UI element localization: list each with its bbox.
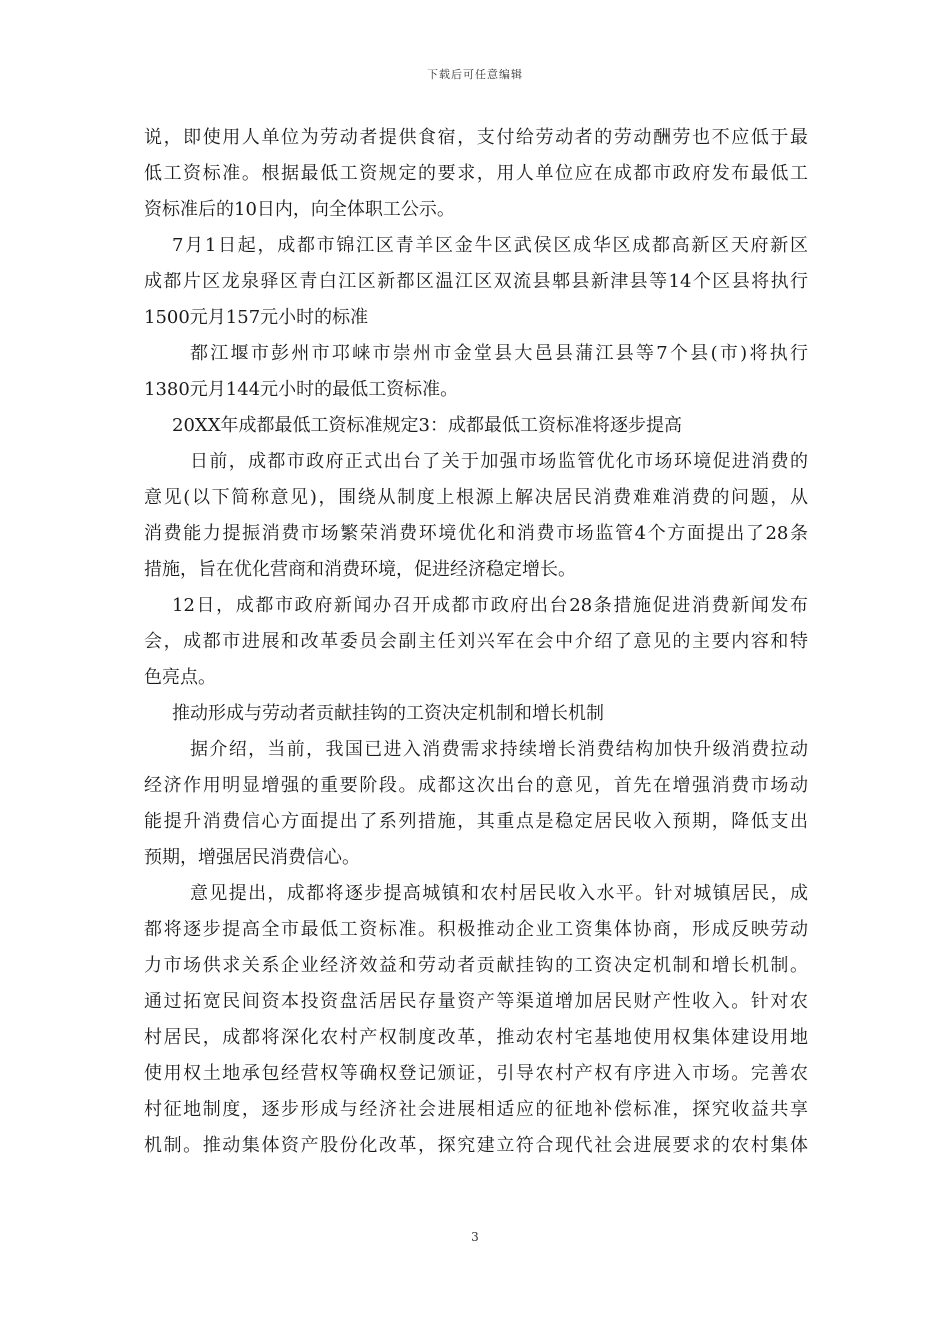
text-line: 力市场供求关系企业经济效益和劳动者贡献挂钩的工资决定机制和增长机制。 (144, 955, 808, 976)
page-header: 下载后可任意编辑 (427, 68, 523, 81)
text-line: 都将逐步提高全市最低工资标准。积极推动企业工资集体协商，形成反映劳动 (144, 919, 808, 940)
text-line: 村征地制度，逐步形成与经济社会进展相适应的征地补偿标准，探究收益共享 (144, 1099, 808, 1120)
page-number: 3 (471, 1230, 479, 1244)
text-line: 机制。推动集体资产股份化改革，探究建立符合现代社会进展要求的农村集体 (144, 1135, 808, 1156)
text-line: 措施，旨在优化营商和消费环境，促进经济稳定增长。 (144, 559, 576, 580)
section-heading: 推动形成与劳动者贡献挂钩的工资决定机制和增长机制 (172, 703, 604, 724)
text-line: 村居民，成都将深化农村产权制度改革，推动农村宅基地使用权集体建设用地 (144, 1027, 808, 1048)
text-line: 日前，成都市政府正式出台了关于加强市场监管优化市场环境促进消费的 (190, 451, 808, 472)
text-line: 7月1日起，成都市锦江区青羊区金牛区武侯区成华区成都高新区天府新区 (172, 235, 808, 256)
text-line: 意见(以下简称意见)，围绕从制度上根源上解决居民消费难难消费的问题，从 (144, 487, 808, 508)
text-line: 12日，成都市政府新闻办召开成都市政府出台28条措施促进消费新闻发布 (172, 595, 808, 616)
text-line: 1380元月144元小时的最低工资标准。 (144, 379, 459, 400)
text-line: 使用权土地承包经营权等确权登记颁证，引导农村产权有序进入市场。完善农 (144, 1063, 808, 1084)
text-line: 会，成都市进展和改革委员会副主任刘兴军在会中介绍了意见的主要内容和特 (144, 631, 808, 652)
text-line: 意见提出，成都将逐步提高城镇和农村居民收入水平。针对城镇居民，成 (190, 883, 808, 904)
text-line: 能提升消费信心方面提出了系列措施，其重点是稳定居民收入预期，降低支出 (144, 811, 808, 832)
text-line: 成都片区龙泉驿区青白江区新都区温江区双流县郫县新津县等14个区县将执行 (144, 271, 808, 292)
text-line: 说，即使用人单位为劳动者提供食宿，支付给劳动者的劳动酬劳也不应低于最 (144, 127, 808, 148)
document-body (144, 120, 808, 1164)
text-line: 都江堰市彭州市邛崃市崇州市金堂县大邑县蒲江县等7个县(市)将执行 (190, 343, 808, 364)
text-line: 资标准后的10日内，向全体职工公示。 (144, 199, 455, 220)
text-line: 低工资标准。根据最低工资规定的要求，用人单位应在成都市政府发布最低工 (144, 163, 808, 184)
text-line: 经济作用明显增强的重要阶段。成都这次出台的意见，首先在增强消费市场动 (144, 775, 808, 796)
text-line: 据介绍，当前，我国已进入消费需求持续增长消费结构加快升级消费拉动 (190, 739, 808, 760)
text-line: 预期，增强居民消费信心。 (144, 847, 360, 868)
text-line: 色亮点。 (144, 667, 216, 688)
text-line: 1500元月157元小时的标准 (144, 307, 369, 328)
section-heading: 20XX年成都最低工资标准规定3：成都最低工资标准将逐步提高 (172, 415, 682, 436)
text-line: 通过拓宽民间资本投资盘活居民存量资产等渠道增加居民财产性收入。针对农 (144, 991, 808, 1012)
text-line: 消费能力提振消费市场繁荣消费环境优化和消费市场监管4个方面提出了28条 (144, 523, 808, 544)
